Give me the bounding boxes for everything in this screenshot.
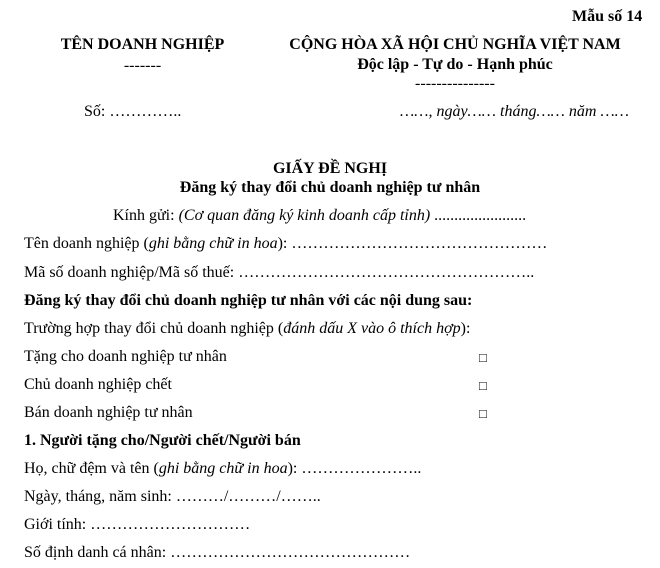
form-number: Mẫu số 14 [572,8,643,25]
document-title: GIẤY ĐỀ NGHỊ [272,160,388,177]
section-1-heading: 1. Người tặng cho/Người chết/Người bán [24,432,301,449]
full-name-field [24,460,421,478]
company-name-label: Tên doanh nghiệp ( [24,235,149,252]
option-gift-label: Tặng cho doanh nghiệp tư nhân [24,348,227,365]
company-name-field [24,235,547,253]
company-name-hint: ghi bằng chữ in hoa [148,235,278,252]
motto-divider: --------------- [415,75,495,92]
option-death-checkbox[interactable]: □ [479,378,487,393]
date-of-birth-field: Ngày, tháng, năm sinh: ………/………/…….. [24,488,321,505]
recipient-label: Kính gửi: [113,207,179,224]
change-case-hint: đánh dấu X vào ô thích hợp [283,320,461,337]
motto: Độc lập - Tự do - Hạnh phúc [357,56,553,73]
register-heading: Đăng ký thay đổi chủ doanh nghiệp tư nhân với các nội dung sau: [24,292,473,309]
change-case-text: Trường hợp thay đổi chủ doanh nghiệp ( [24,320,284,337]
change-case-label [24,320,470,338]
company-divider: ------- [123,57,162,74]
recipient-line [113,207,526,225]
full-name-label: Họ, chữ đệm và tên ( [24,460,159,477]
recipient-hint: (Cơ quan đăng ký kinh doanh cấp tỉnh) [178,207,431,224]
option-death-label: Chủ doanh nghiệp chết [24,376,172,393]
document-number: Số: ………….. [84,103,182,120]
option-gift-checkbox[interactable]: □ [479,350,487,365]
option-sale-checkbox[interactable]: □ [479,406,487,421]
country-heading: CỘNG HÒA XÃ HỘI CHỦ NGHĨA VIỆT NAM [289,36,621,53]
full-name-dots: ): ………………….. [287,460,422,477]
full-name-hint: ghi bằng chữ in hoa [158,460,288,477]
company-name-dots: ): ………………………………………… [277,235,548,252]
date-line: ……, ngày…… tháng…… năm …… [400,103,629,120]
document-subtitle: Đăng ký thay đổi chủ doanh nghiệp tư nhân [179,179,481,196]
option-sale-label: Bán doanh nghiệp tư nhân [24,404,193,421]
tax-code-field: Mã số doanh nghiệp/Mã số thuế: ……………………………………………….. [24,264,535,281]
personal-id-field: Số định danh cá nhân: ……………………………………… [24,544,411,561]
company-name-heading: TÊN DOANH NGHIỆP [60,36,225,53]
recipient-dots: ....................... [430,207,527,224]
gender-field: Giới tính: ………………………… [24,516,251,533]
change-case-tail: ): [460,320,471,337]
